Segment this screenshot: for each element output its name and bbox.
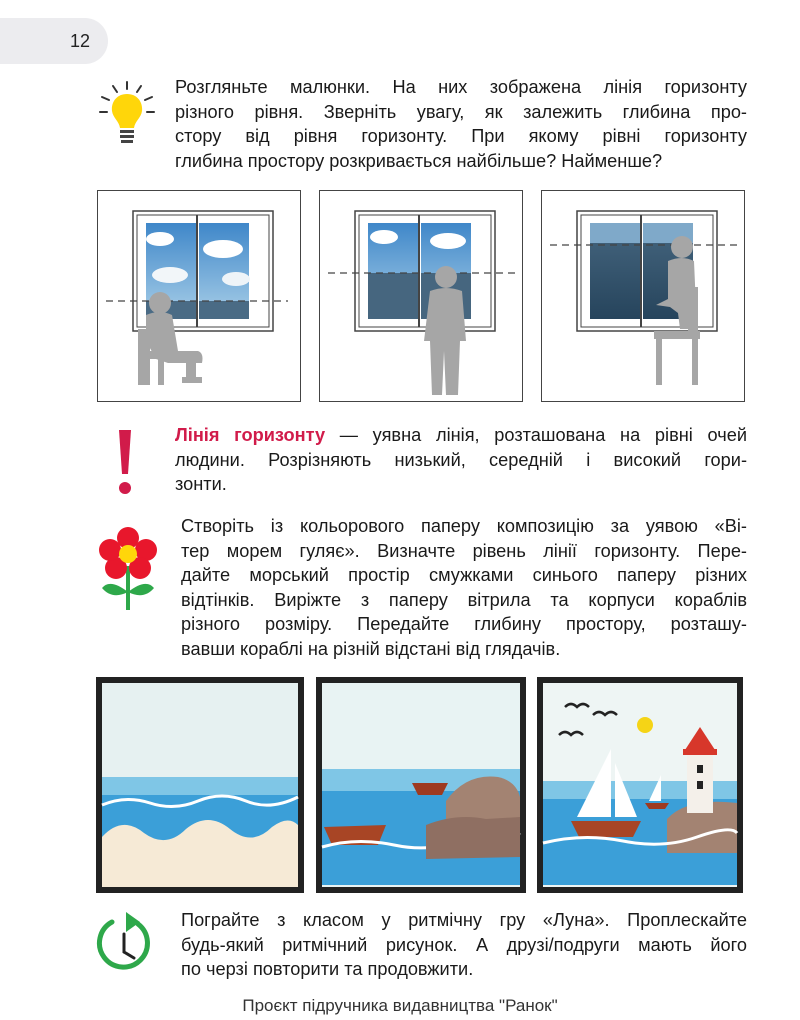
- game-line: Пограйте з класом у ритмічну гру «Луна». Проплескайте: [181, 910, 747, 930]
- definition-line: людини. Розрізняють низький, середній і високий гори-: [175, 449, 747, 470]
- page-number: 12: [70, 31, 91, 51]
- artwork-photo-3: [537, 677, 743, 893]
- definition-paragraph: [175, 423, 747, 497]
- exclamation-icon: [114, 428, 136, 498]
- task-paragraph: [181, 514, 747, 662]
- intro-paragraph: [175, 75, 747, 173]
- intro-line: глибина простору розкривається найбільше? Найменше?: [175, 150, 663, 171]
- footer-publisher-note: [0, 996, 800, 1016]
- task-line: Створіть із кольорового паперу композицію за уявою «Ві-: [181, 516, 747, 536]
- game-line: будь-який ритмічний рисунок. А друзі/подруги мають його: [181, 934, 747, 955]
- intro-line: різного рівня. Зверніть увагу, як залежить глибина про-: [175, 101, 747, 122]
- timer-icon: [96, 910, 156, 974]
- horizon-panel-high: [541, 190, 745, 402]
- low-horizon-illustration: [98, 191, 300, 401]
- task-line: відтінків. Виріжте з паперу вітрила та корпуси кораблів: [181, 589, 747, 610]
- middle-horizon-illustration: [320, 191, 522, 401]
- lightbulb-icon: [98, 80, 156, 150]
- definition-line: зонти.: [175, 474, 227, 495]
- high-horizon-illustration: [542, 191, 744, 401]
- artwork-photo-1: [96, 677, 304, 893]
- task-line: тер морем гуляє». Визначте рівень лінії горизонту. Пере-: [181, 540, 747, 561]
- task-line: дайте морський простір смужками синього паперу різних: [181, 565, 747, 586]
- definition-rest: — уявна лінія, розташована на рівні очей: [325, 425, 747, 445]
- intro-line: Розгляньте малюнки. На них зображена лінія горизонту: [175, 77, 747, 97]
- definition-term: Лінія горизонту: [175, 425, 326, 445]
- game-line: по черзі повторити та продовжити.: [181, 959, 474, 980]
- task-line: різного розміру. Передайте глибину простору, розташу-: [181, 614, 747, 635]
- horizon-panel-low: [97, 190, 301, 402]
- game-paragraph: [181, 908, 747, 982]
- intro-line: стору від рівня горизонту. При якому рівні горизонту: [175, 126, 747, 147]
- flower-icon: [96, 526, 160, 610]
- page-number-tab: [0, 18, 108, 64]
- footer-text: Проєкт підручника видавництва "Ранок": [242, 996, 558, 1015]
- definition-line: [175, 423, 747, 448]
- horizon-panel-middle: [319, 190, 523, 402]
- artwork-photo-2: [316, 677, 526, 893]
- task-line: вавши кораблі на різній відстані від глядачів.: [181, 638, 561, 659]
